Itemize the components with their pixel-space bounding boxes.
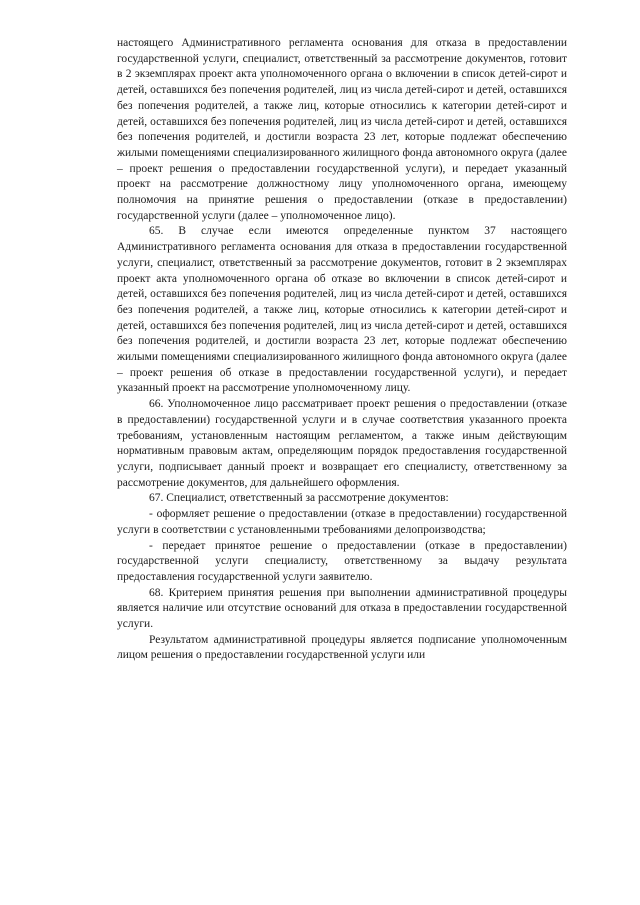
paragraph-65: 65. В случае если имеются определенные пунктом 37 настоящего Административного регламента основания для отказа в предоставлении государственной услуги, специалист, ответственный за рассмотрение документов, готовит в 2 экземплярах проект акта уполномоченного органа об отказе во включении в список детей-сирот и детей, оставшихся без попечения родителей, лиц из числа детей-сирот и детей, оставшихся без попечения родителей, а также лиц, которые относились к категории детей-сирот и детей, оставшихся без попечения родителей, лиц из числа детей-сирот и детей, оставшихся без попечения родителей, и достигли возраста 23 лет, которые подлежат обеспечению жилыми помещениями специализированного жилищного фонда автономного округа (далее – проект решения об отказе в предоставлении государственной услуги), и передает указанный проект на рассмотрение уполномоченному лицу. [117, 225, 567, 395]
paragraph-64-continuation: настоящего Административного регламента основания для отказа в предоставлении государственной услуги, специалист, ответственный за рассмотрение документов, готовит в 2 экземплярах проект акта уполномоченного органа о включении в список детей-сирот и детей, оставшихся без попечения родителей, лиц из числа детей-сирот и детей, оставшихся без попечения родителей, а также лиц, которые относились к категории детей-сирот и детей, оставшихся без попечения родителей, лиц из числа детей-сирот и детей, оставшихся без попечения родителей, и достигли возраста 23 лет, которые подлежат обеспечению жилыми помещениями специализированного жилищного фонда автономного округа (далее – проект решения о предоставлении государственной услуги), и передает указанный проект на рассмотрение должностному лицу уполномоченного органа, имеющему полномочия на принятие решения о предоставлении (отказе в предоставлении) государственной услуги (далее – уполномоченное лицо). [117, 37, 567, 222]
paragraph-result: Результатом административной процедуры является подписание уполномоченным лицом решения о предоставлении государственной услуги или [117, 633, 567, 662]
document-page [117, 36, 567, 664]
paragraph-66: 66. Уполномоченное лицо рассматривает проект решения о предоставлении (отказе в предоставлении) государственной услуги и в случае соответствия указанного проекта требованиям, установленным настоящим регламентом, а также иным действующим нормативным правовым актам, определяющим порядок предоставления государственной услуги, подписывает данный проект и возвращает его специалисту, ответственному за рассмотрение документов, для дальнейшего оформления. [117, 398, 567, 489]
paragraph-68: 68. Критерием принятия решения при выполнении административной процедуры является наличие или отсутствие оснований для отказа в предоставлении государственной услуги. [117, 586, 567, 631]
paragraph-67-item-1: - оформляет решение о предоставлении (отказе в предоставлении) государственной услуги в соответствии с установленными требованиями делопроизводства; [117, 508, 567, 536]
paragraph-67-item-2: - передает принятое решение о предоставлении (отказе в предоставлении) государственной услуги специалисту, ответственному за выдачу результата предоставления государственной услуги заявителю. [117, 539, 567, 583]
paragraph-67: 67. Специалист, ответственный за рассмотрение документов: [149, 492, 449, 505]
